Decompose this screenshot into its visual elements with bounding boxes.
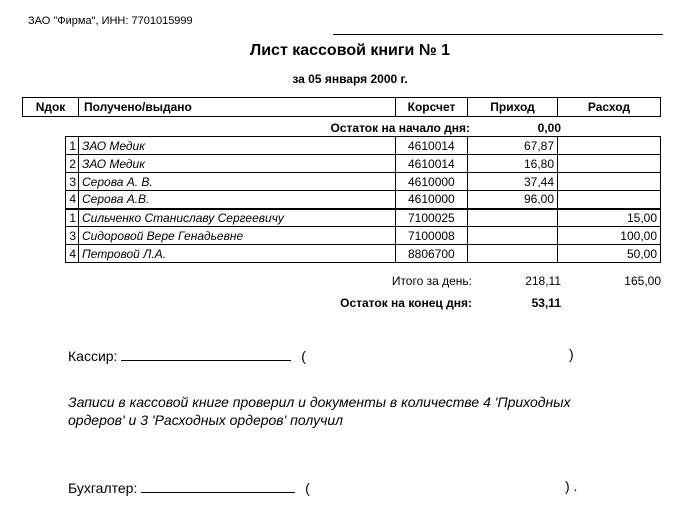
row-name: Серова А.В. (79, 191, 396, 209)
row-ndoc: 2 (66, 155, 79, 173)
row-income: 67,87 (468, 137, 558, 155)
table-header (22, 97, 661, 117)
row-name: Петровой Л.А. (79, 245, 396, 263)
verification-note: Записи в кассовой книге проверил и документы в количестве 4 'Приходных ордеров' и 3 'Расходных ордеров' получил (68, 394, 571, 428)
accountant-paren-close: ) . (565, 478, 578, 494)
row-income: 37,44 (468, 173, 558, 191)
col-account: Корсчет (396, 98, 468, 117)
cashier-signature-field (121, 346, 291, 361)
col-name: Получено/выдано (79, 98, 396, 117)
row-account: 4610014 (396, 137, 468, 155)
row-name: Сильченко Станиславу Сергеевичу (79, 209, 396, 227)
table-row (66, 191, 661, 209)
row-income (468, 209, 558, 227)
row-expense (558, 155, 661, 173)
row-name: ЗАО Медик (79, 137, 396, 155)
total-income: 218,11 (525, 274, 561, 288)
row-name: Серова А. В. (79, 173, 396, 191)
accountant-paren-open: ( (305, 480, 310, 496)
row-ndoc: 4 (66, 191, 79, 209)
row-expense: 15,00 (558, 209, 661, 227)
closing-label: Остаток на конец дня: (340, 296, 472, 310)
accountant-signature-line (68, 478, 310, 496)
table-row (66, 227, 661, 245)
row-income (468, 227, 558, 245)
cashier-paren-open: ( (301, 348, 306, 364)
table-row (66, 173, 661, 191)
opening-value: 0,00 (537, 121, 561, 135)
col-income: Приход (468, 98, 558, 117)
row-expense (558, 137, 661, 155)
page-subtitle: за 05 января 2000 г. (292, 72, 408, 86)
total-expense: 165,00 (624, 274, 661, 288)
row-ndoc: 1 (66, 209, 79, 227)
row-account: 7100008 (396, 227, 468, 245)
row-expense (558, 191, 661, 209)
cashier-signature-line (68, 346, 306, 364)
row-account: 4610000 (396, 191, 468, 209)
col-expense: Расход (558, 98, 661, 117)
cashier-paren-close: ) (569, 346, 574, 362)
table-row (66, 209, 661, 227)
row-expense: 100,00 (558, 227, 661, 245)
col-ndoc: Nдок (23, 98, 79, 117)
opening-label: Остаток на начало дня: (330, 121, 470, 135)
row-ndoc: 4 (66, 245, 79, 263)
row-ndoc: 3 (66, 227, 79, 245)
table-row (66, 245, 661, 263)
row-ndoc: 3 (66, 173, 79, 191)
row-account: 4610000 (396, 173, 468, 191)
row-expense (558, 173, 661, 191)
table-row (66, 155, 661, 173)
row-account: 4610014 (396, 155, 468, 173)
row-income: 16,80 (468, 155, 558, 173)
cashier-label: Кассир: (68, 348, 118, 364)
page-title: Лист кассовой книги № 1 (249, 42, 451, 59)
row-account: 8806700 (396, 245, 468, 263)
row-account: 7100025 (396, 209, 468, 227)
row-name: ЗАО Медик (79, 155, 396, 173)
row-expense: 50,00 (558, 245, 661, 263)
accountant-label: Бухгалтер: (68, 480, 138, 496)
entries-table (65, 136, 661, 263)
row-income: 96,00 (468, 191, 558, 209)
organization-line: ЗАО "Фирма", ИНН: 7701015999 (28, 15, 193, 27)
table-row (66, 137, 661, 155)
row-ndoc: 1 (66, 137, 79, 155)
header-rule (333, 34, 663, 35)
closing-value: 53,11 (531, 296, 561, 310)
total-label: Итого за день: (391, 274, 472, 288)
row-income (468, 245, 558, 263)
row-name: Сидоровой Вере Генадьевне (79, 227, 396, 245)
accountant-signature-field (141, 478, 295, 493)
